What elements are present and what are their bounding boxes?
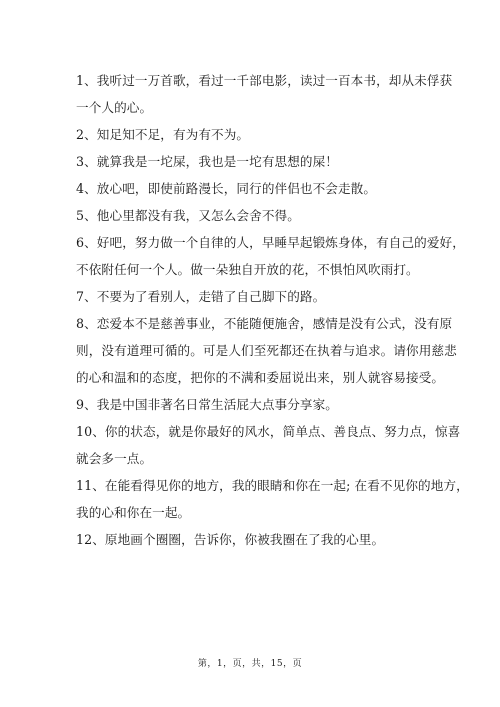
text-line: 一个人的心。	[76, 100, 153, 115]
text-line: 12、原地画个圈圈，告诉你，你被我圈在了我的心里。	[76, 532, 385, 547]
text-line: 9、我是中国非著名日常生活屁大点事分享家。	[76, 397, 338, 412]
text-line: 6、好吧，努力做一个自律的人，早睡早起锻炼身体，有自己的爱好，	[76, 235, 465, 250]
text-line: 10、你的状态，就是你最好的风水，简单点、善良点、努力点，惊喜	[76, 424, 461, 439]
text-line: 7、不要为了看别人，走错了自己脚下的路。	[76, 289, 326, 304]
text-line: 11、在能看得见你的地方，我的眼睛和你在一起; 在看不见你的地方，	[76, 478, 469, 493]
text-line: 4、放心吧，即使前路漫长，同行的伴侣也不会走散。	[76, 181, 377, 196]
text-line: 就会多一点。	[76, 451, 153, 466]
text-line: 我的心和你在一起。	[76, 505, 191, 520]
text-line: 1、我听过一万首歌，看过一千部电影，读过一百本书，却从未俘获	[76, 73, 453, 88]
text-line: 的心和温和的态度，把你的不满和委屈说出来，别人就容易接受。	[76, 370, 445, 385]
text-line: 2、知足知不足，有为有不为。	[76, 127, 250, 142]
text-line: 3、就算我是一坨屎，我也是一坨有思想的屎！	[76, 154, 338, 169]
page-footer: 第，1，页，共，15，页	[197, 659, 303, 669]
text-line: 5、他心里都没有我，又怎么会舍不得。	[76, 208, 300, 223]
text-line: 8、恋爱本不是慈善事业，不能随便施舍，感情是没有公式，没有原	[76, 316, 453, 331]
text-line: 不依附任何一个人。做一朵独自开放的花，不惧怕风吹雨打。	[76, 262, 419, 277]
document-body	[76, 67, 469, 553]
text-line: 则，没有道理可循的。可是人们至死都还在执着与追求。请你用慈悲	[76, 343, 457, 358]
